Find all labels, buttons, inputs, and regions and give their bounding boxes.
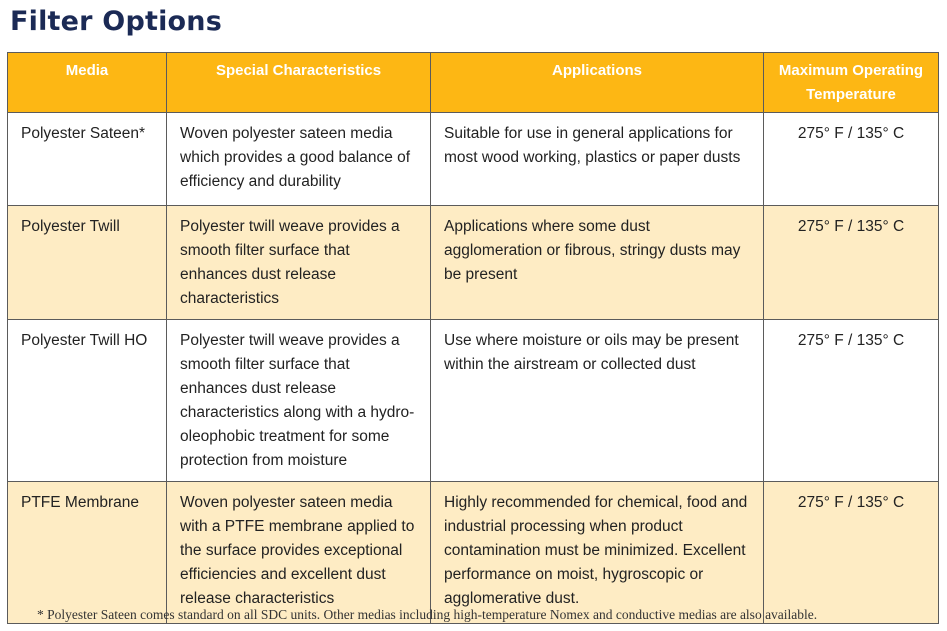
footnote: * Polyester Sateen comes standard on all SDC units. Other medias including high-temperature Nomex and conductive medias are also available. bbox=[37, 607, 818, 622]
characteristics-cell: Woven polyester sateen media which provides a good balance of efficiency and durability bbox=[167, 113, 431, 206]
column-header-max-operating-temperature: Maximum Operating Temperature bbox=[764, 53, 939, 113]
page-title: Filter Options bbox=[10, 6, 222, 37]
characteristics-cell: Polyester twill weave provides a smooth filter surface that enhances dust release characteristics bbox=[167, 206, 431, 320]
max-temperature-cell: 275° F / 135° C bbox=[764, 113, 939, 206]
max-temperature-cell: 275° F / 135° C bbox=[764, 320, 939, 482]
media-cell: Polyester Sateen* bbox=[8, 113, 167, 206]
applications-cell: Use where moisture or oils may be present within the airstream or collected dust bbox=[431, 320, 764, 482]
column-header-applications: Applications bbox=[431, 53, 764, 113]
media-cell: PTFE Membrane bbox=[8, 482, 167, 624]
table-header-row bbox=[8, 53, 939, 113]
applications-cell: Applications where some dust agglomeration or fibrous, stringy dusts may be present bbox=[431, 206, 764, 320]
column-header-special-characteristics: Special Characteristics bbox=[167, 53, 431, 113]
characteristics-cell: Polyester twill weave provides a smooth filter surface that enhances dust release characteristics along with a hydro-oleophobic treatment for some protection from moisture bbox=[167, 320, 431, 482]
media-cell: Polyester Twill HO bbox=[8, 320, 167, 482]
table-row bbox=[8, 482, 939, 624]
table-row bbox=[8, 206, 939, 320]
media-cell: Polyester Twill bbox=[8, 206, 167, 320]
table-row bbox=[8, 113, 939, 206]
max-temperature-cell: 275° F / 135° C bbox=[764, 482, 939, 624]
max-temperature-cell: 275° F / 135° C bbox=[764, 206, 939, 320]
filter-options-table bbox=[7, 52, 939, 624]
applications-cell: Highly recommended for chemical, food and industrial processing when product contamination must be minimized. Excellent performance on moist, hygroscopic or agglomerative dust. bbox=[431, 482, 764, 624]
applications-cell: Suitable for use in general applications for most wood working, plastics or paper dusts bbox=[431, 113, 764, 206]
table-row bbox=[8, 320, 939, 482]
characteristics-cell: Woven polyester sateen media with a PTFE membrane applied to the surface provides exceptional efficiencies and excellent dust release characteristics bbox=[167, 482, 431, 624]
column-header-media: Media bbox=[8, 53, 167, 113]
